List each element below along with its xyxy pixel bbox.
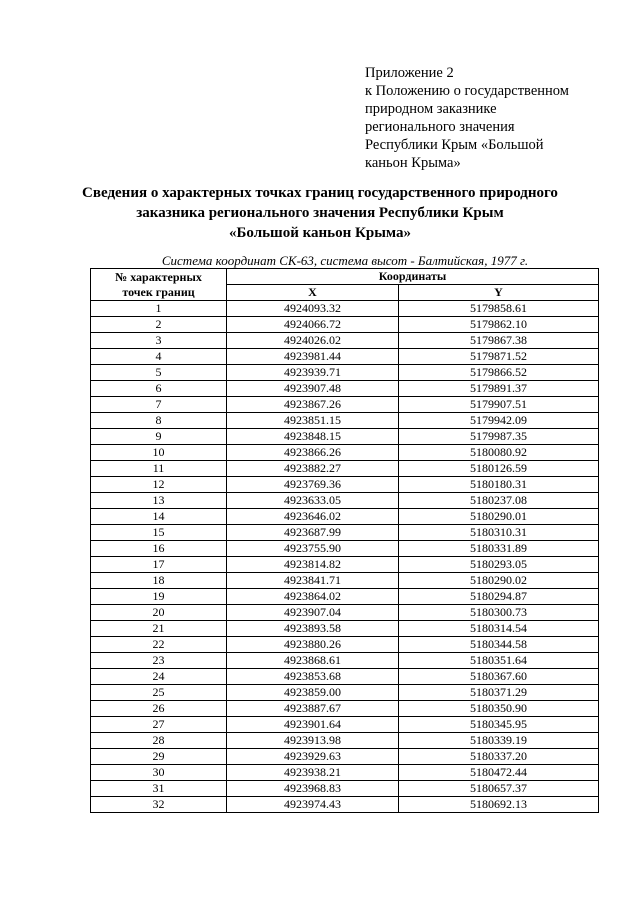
- x-coordinate-cell: 4923814.82: [227, 557, 399, 573]
- point-number-cell: 19: [91, 589, 227, 605]
- appendix-line: Республики Крым «Большой: [365, 137, 544, 153]
- x-coordinate-cell: 4923769.36: [227, 477, 399, 493]
- point-number-cell: 12: [91, 477, 227, 493]
- table-row: [91, 557, 599, 573]
- x-coordinate-cell: 4923867.26: [227, 397, 399, 413]
- document-title-line: заказника регионального значения Республики Крым: [136, 205, 504, 221]
- y-coordinate-cell: 5180371.29: [399, 685, 599, 701]
- point-number-cell: 8: [91, 413, 227, 429]
- table-row: [91, 541, 599, 557]
- point-number-cell: 24: [91, 669, 227, 685]
- point-number-cell: 1: [91, 301, 227, 317]
- point-number-cell: 3: [91, 333, 227, 349]
- point-number-cell: 22: [91, 637, 227, 653]
- point-number-cell: 2: [91, 317, 227, 333]
- header-coordinates: Координаты: [227, 269, 599, 285]
- x-coordinate-cell: 4923868.61: [227, 653, 399, 669]
- point-number-cell: 6: [91, 381, 227, 397]
- table-row: [91, 445, 599, 461]
- x-coordinate-cell: 4923866.26: [227, 445, 399, 461]
- y-coordinate-cell: 5180237.08: [399, 493, 599, 509]
- document-title-line: «Большой каньон Крыма»: [228, 225, 412, 241]
- table-row: [91, 493, 599, 509]
- x-coordinate-cell: 4923864.02: [227, 589, 399, 605]
- point-number-cell: 18: [91, 573, 227, 589]
- table-row: [91, 333, 599, 349]
- x-coordinate-cell: 4923938.21: [227, 765, 399, 781]
- appendix-line: регионального значения: [365, 119, 515, 135]
- point-number-cell: 23: [91, 653, 227, 669]
- y-coordinate-cell: 5180331.89: [399, 541, 599, 557]
- x-coordinate-cell: 4923907.04: [227, 605, 399, 621]
- point-number-cell: 30: [91, 765, 227, 781]
- y-coordinate-cell: 5179871.52: [399, 349, 599, 365]
- header-x: X: [227, 285, 399, 301]
- y-coordinate-cell: 5180472.44: [399, 765, 599, 781]
- x-coordinate-cell: 4923887.67: [227, 701, 399, 717]
- point-number-cell: 4: [91, 349, 227, 365]
- y-coordinate-cell: 5180290.02: [399, 573, 599, 589]
- x-coordinate-cell: 4924093.32: [227, 301, 399, 317]
- point-number-cell: 17: [91, 557, 227, 573]
- y-coordinate-cell: 5180294.87: [399, 589, 599, 605]
- y-coordinate-cell: 5180344.58: [399, 637, 599, 653]
- y-coordinate-cell: 5179891.37: [399, 381, 599, 397]
- appendix-note: [365, 64, 625, 172]
- x-coordinate-cell: 4923939.71: [227, 365, 399, 381]
- point-number-cell: 28: [91, 733, 227, 749]
- table-row: [91, 509, 599, 525]
- x-coordinate-cell: 4923929.63: [227, 749, 399, 765]
- y-coordinate-cell: 5179866.52: [399, 365, 599, 381]
- point-number-cell: 15: [91, 525, 227, 541]
- table-row: [91, 605, 599, 621]
- y-coordinate-cell: 5180657.37: [399, 781, 599, 797]
- point-number-cell: 31: [91, 781, 227, 797]
- x-coordinate-cell: 4923859.00: [227, 685, 399, 701]
- y-coordinate-cell: 5179987.35: [399, 429, 599, 445]
- table-body: [91, 301, 599, 813]
- x-coordinate-cell: 4923913.98: [227, 733, 399, 749]
- appendix-line: каньон Крыма»: [365, 155, 461, 171]
- y-coordinate-cell: 5180351.64: [399, 653, 599, 669]
- y-coordinate-cell: 5179862.10: [399, 317, 599, 333]
- point-number-cell: 11: [91, 461, 227, 477]
- y-coordinate-cell: 5180080.92: [399, 445, 599, 461]
- point-number-cell: 9: [91, 429, 227, 445]
- table-row: [91, 637, 599, 653]
- header-point-number-line: точек границ: [122, 284, 195, 299]
- table-row: [91, 573, 599, 589]
- appendix-line: к Положению о государственном: [365, 83, 569, 99]
- coordinate-system-caption: Система координат СК-63, система высот - Балтийская, 1977 г.: [161, 253, 529, 268]
- table-row: [91, 797, 599, 813]
- x-coordinate-cell: 4923687.99: [227, 525, 399, 541]
- x-coordinate-cell: 4923901.64: [227, 717, 399, 733]
- x-coordinate-cell: 4923853.68: [227, 669, 399, 685]
- x-coordinate-cell: 4923646.02: [227, 509, 399, 525]
- point-number-cell: 26: [91, 701, 227, 717]
- table-row: [91, 381, 599, 397]
- table-row: [91, 781, 599, 797]
- point-number-cell: 14: [91, 509, 227, 525]
- x-coordinate-cell: 4923880.26: [227, 637, 399, 653]
- y-coordinate-cell: 5180290.01: [399, 509, 599, 525]
- table-row: [91, 461, 599, 477]
- y-coordinate-cell: 5180293.05: [399, 557, 599, 573]
- header-y: Y: [399, 285, 599, 301]
- table-row: [91, 429, 599, 445]
- document-title-line: Сведения о характерных точках границ государственного природного: [82, 185, 558, 201]
- table-row: [91, 685, 599, 701]
- y-coordinate-cell: 5180367.60: [399, 669, 599, 685]
- x-coordinate-cell: 4923907.48: [227, 381, 399, 397]
- x-coordinate-cell: 4923893.58: [227, 621, 399, 637]
- x-coordinate-cell: 4923633.05: [227, 493, 399, 509]
- y-coordinate-cell: 5180350.90: [399, 701, 599, 717]
- point-number-cell: 21: [91, 621, 227, 637]
- point-number-cell: 27: [91, 717, 227, 733]
- table-row: [91, 349, 599, 365]
- y-coordinate-cell: 5180345.95: [399, 717, 599, 733]
- point-number-cell: 7: [91, 397, 227, 413]
- table-row: [91, 749, 599, 765]
- appendix-line: природном заказнике: [365, 101, 497, 117]
- table-row: [91, 701, 599, 717]
- x-coordinate-cell: 4923851.15: [227, 413, 399, 429]
- table-row: [91, 397, 599, 413]
- y-coordinate-cell: 5180314.54: [399, 621, 599, 637]
- table-row: [91, 525, 599, 541]
- point-number-cell: 20: [91, 605, 227, 621]
- y-coordinate-cell: 5179907.51: [399, 397, 599, 413]
- coordinates-table: [90, 268, 599, 813]
- y-coordinate-cell: 5180300.73: [399, 605, 599, 621]
- table-row: [91, 653, 599, 669]
- x-coordinate-cell: 4923882.27: [227, 461, 399, 477]
- table-row: [91, 621, 599, 637]
- table-row: [91, 765, 599, 781]
- table-row: [91, 477, 599, 493]
- document-title: [60, 183, 580, 243]
- table-row: [91, 317, 599, 333]
- y-coordinate-cell: 5179867.38: [399, 333, 599, 349]
- point-number-cell: 16: [91, 541, 227, 557]
- y-coordinate-cell: 5179858.61: [399, 301, 599, 317]
- table-row: [91, 733, 599, 749]
- header-point-number-line: № характерных: [115, 269, 202, 284]
- appendix-line: Приложение 2: [365, 65, 454, 81]
- table-row: [91, 717, 599, 733]
- point-number-cell: 10: [91, 445, 227, 461]
- x-coordinate-cell: 4923974.43: [227, 797, 399, 813]
- y-coordinate-cell: 5180337.20: [399, 749, 599, 765]
- header-point-number: [91, 269, 227, 301]
- y-coordinate-cell: 5179942.09: [399, 413, 599, 429]
- y-coordinate-cell: 5180126.59: [399, 461, 599, 477]
- x-coordinate-cell: 4924026.02: [227, 333, 399, 349]
- point-number-cell: 5: [91, 365, 227, 381]
- x-coordinate-cell: 4923841.71: [227, 573, 399, 589]
- point-number-cell: 25: [91, 685, 227, 701]
- x-coordinate-cell: 4923981.44: [227, 349, 399, 365]
- x-coordinate-cell: 4923755.90: [227, 541, 399, 557]
- x-coordinate-cell: 4923848.15: [227, 429, 399, 445]
- y-coordinate-cell: 5180180.31: [399, 477, 599, 493]
- y-coordinate-cell: 5180692.13: [399, 797, 599, 813]
- point-number-cell: 29: [91, 749, 227, 765]
- y-coordinate-cell: 5180310.31: [399, 525, 599, 541]
- y-coordinate-cell: 5180339.19: [399, 733, 599, 749]
- table-row: [91, 413, 599, 429]
- point-number-cell: 32: [91, 797, 227, 813]
- table-row: [91, 589, 599, 605]
- table-row: [91, 669, 599, 685]
- x-coordinate-cell: 4924066.72: [227, 317, 399, 333]
- x-coordinate-cell: 4923968.83: [227, 781, 399, 797]
- table-row: [91, 365, 599, 381]
- table-row: [91, 301, 599, 317]
- point-number-cell: 13: [91, 493, 227, 509]
